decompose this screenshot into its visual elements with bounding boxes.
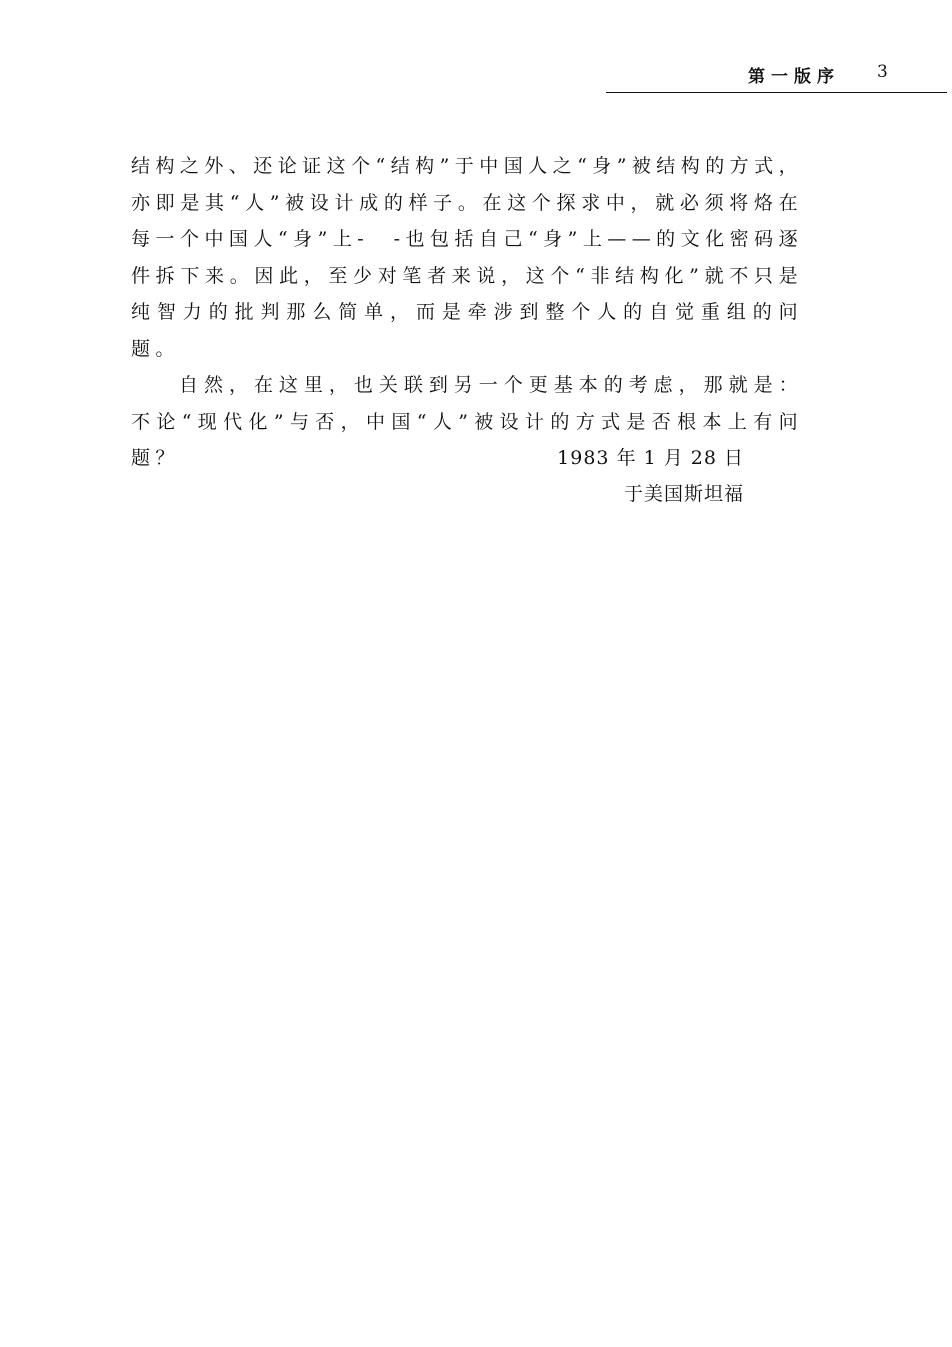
- page-number: 3: [877, 62, 888, 82]
- signature-block: [557, 440, 744, 512]
- paragraph-closing: 自然，在这里，也关联到另一个更基本的考虑，那就是：不论“现代化”与否，中国“人”被设计的方式是否根本上有问题？: [131, 374, 803, 469]
- paragraph-continuation: 结构之外、还论证这个“结构”于中国人之“身”被结构的方式，亦即是其“人”被设计成的样子。在这个探求中，就必须将烙在每一个中国人“身”上- -也包括自己“身”上——的文化密码逐件拆下来。因此，至少对笔者来说，这个“非结构化”就不只是纯智力的批判那么简单，而是牵涉到整个人的自觉重组的问题。: [131, 155, 803, 360]
- signature-date: 1983 年 1 月 28 日: [557, 447, 744, 469]
- signature-place: 于美国斯坦福: [623, 483, 744, 505]
- body-text: [131, 148, 803, 477]
- header-rule: [606, 92, 947, 93]
- section-title: 第一版序: [748, 67, 840, 87]
- running-header: [0, 62, 952, 96]
